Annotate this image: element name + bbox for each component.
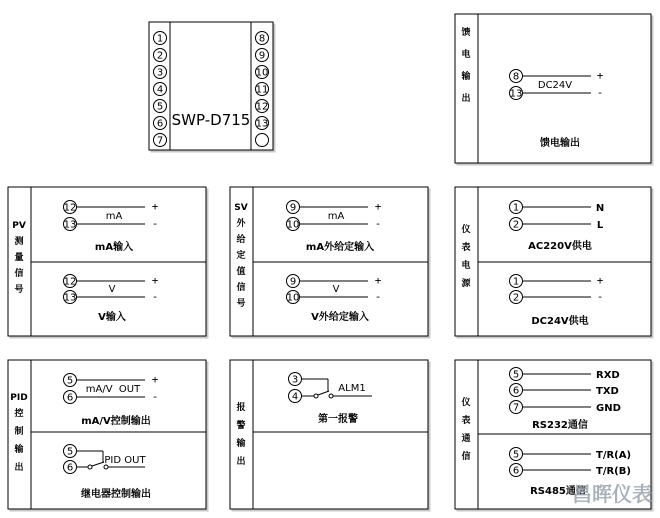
terminal <box>289 373 302 386</box>
feed-signal: DC24V <box>537 80 573 91</box>
svg-text:2: 2 <box>512 292 520 304</box>
pin <box>256 66 269 79</box>
svg-text:8: 8 <box>512 71 520 83</box>
terminal <box>64 201 77 214</box>
feed-output-panel <box>455 14 651 163</box>
svg-text:T/R(A): T/R(A) <box>596 450 632 461</box>
svg-text:L: L <box>596 220 604 231</box>
terminal <box>510 448 523 461</box>
pv-v-caption: V输入 <box>98 312 126 323</box>
terminal <box>64 391 77 404</box>
terminal <box>510 218 523 231</box>
svg-text:13: 13 <box>63 292 77 304</box>
svg-text:1: 1 <box>156 33 164 45</box>
svg-text:6: 6 <box>66 462 74 474</box>
svg-text:13: 13 <box>509 88 523 100</box>
feed-caption: 馈电输出 <box>540 138 580 149</box>
terminal <box>64 461 77 474</box>
svg-text:+: + <box>151 200 159 213</box>
svg-text:5: 5 <box>66 446 74 458</box>
svg-text:T/R(B): T/R(B) <box>596 466 631 477</box>
svg-text:6: 6 <box>512 385 520 397</box>
terminal <box>510 87 523 100</box>
watermark: 昌晖仪表 <box>572 482 652 506</box>
svg-text:3: 3 <box>291 374 299 386</box>
svg-text:10: 10 <box>286 292 300 304</box>
terminal <box>287 201 300 214</box>
pid-relay-signal: PID OUT <box>104 455 146 466</box>
pid-analog-caption: mA/V控制输出 <box>81 416 151 427</box>
svg-text:13: 13 <box>63 219 77 231</box>
terminal <box>510 291 523 304</box>
svg-text:+: + <box>374 200 382 213</box>
pin <box>154 49 167 62</box>
rs232-caption: RS232通信 <box>532 420 588 431</box>
minus-sign: - <box>596 86 604 99</box>
terminal <box>64 275 77 288</box>
svg-text:7: 7 <box>512 402 520 414</box>
svg-text:-: - <box>151 390 159 403</box>
alarm-signal: ALM1 <box>338 383 366 394</box>
svg-text:4: 4 <box>291 391 299 403</box>
svg-text:6: 6 <box>156 118 164 130</box>
svg-text:11: 11 <box>255 84 269 96</box>
device-model: SWP-D715 <box>171 111 251 129</box>
svg-text:-: - <box>596 290 604 303</box>
pin <box>256 117 269 130</box>
terminal <box>287 291 300 304</box>
svg-text:12: 12 <box>63 202 77 214</box>
pid-relay-caption: 继电器控制输出 <box>81 489 151 500</box>
comm-side-label: 仪表通信 <box>461 398 471 462</box>
terminal <box>64 445 77 458</box>
svg-text:6: 6 <box>66 392 74 404</box>
dc-caption: DC24V供电 <box>531 316 589 327</box>
pin <box>154 66 167 79</box>
svg-text:-: - <box>151 290 159 303</box>
pin <box>256 49 269 62</box>
terminal <box>510 70 523 83</box>
svg-text:8: 8 <box>258 33 266 45</box>
terminal <box>510 464 523 477</box>
svg-text:9: 9 <box>289 202 297 214</box>
pv-ma-caption: mA输入 <box>94 242 134 253</box>
svg-text:5: 5 <box>512 369 520 381</box>
sv-side-label: SV 外给定值信号 <box>234 203 248 309</box>
pin <box>256 100 269 113</box>
power-side-label: 仪表电源 <box>461 225 471 289</box>
svg-text:2: 2 <box>512 219 520 231</box>
pin <box>256 32 269 45</box>
feed-side-label: 馈电输出 <box>461 28 471 104</box>
pin <box>154 83 167 96</box>
svg-text:3: 3 <box>156 67 164 79</box>
terminal <box>510 384 523 397</box>
terminal <box>510 368 523 381</box>
alarm-panel <box>230 360 428 509</box>
svg-text:6: 6 <box>512 465 520 477</box>
terminal <box>64 218 77 231</box>
terminal <box>510 401 523 414</box>
terminal <box>64 291 77 304</box>
svg-text:-: - <box>151 217 159 230</box>
svg-text:+: + <box>151 274 159 287</box>
terminal <box>289 390 302 403</box>
terminal <box>510 275 523 288</box>
svg-text:N: N <box>595 203 605 214</box>
svg-text:1: 1 <box>512 276 520 288</box>
terminal <box>64 374 77 387</box>
pin <box>154 32 167 45</box>
terminal <box>510 201 523 214</box>
svg-text:5: 5 <box>66 375 74 387</box>
svg-text:9: 9 <box>289 276 297 288</box>
power-panel <box>455 187 651 336</box>
pv-ma-signal: mA <box>105 211 123 222</box>
alarm-side-label: 报警输出 <box>236 403 246 467</box>
rs485-caption: RS485通信 <box>530 486 586 497</box>
svg-text:5: 5 <box>512 449 520 461</box>
plus-sign: + <box>596 69 604 82</box>
svg-text:7: 7 <box>156 135 164 147</box>
pv-input-panel <box>8 187 206 336</box>
sv-ma-signal: mA <box>327 211 345 222</box>
svg-text:5: 5 <box>156 101 164 113</box>
sv-v-signal: V <box>332 284 340 295</box>
svg-text:10: 10 <box>255 67 269 79</box>
terminal <box>287 275 300 288</box>
svg-text:2: 2 <box>156 50 164 62</box>
terminal <box>287 218 300 231</box>
pin <box>154 100 167 113</box>
pin <box>154 117 167 130</box>
svg-text:+: + <box>596 274 604 287</box>
svg-text:GND: GND <box>596 403 621 414</box>
pid-output-panel <box>8 360 206 509</box>
pv-side-label: PV 测量信号 <box>12 221 26 295</box>
ac-caption: AC220V供电 <box>528 241 592 252</box>
sv-input-panel <box>230 187 428 336</box>
svg-text:12: 12 <box>63 276 77 288</box>
svg-text:1: 1 <box>512 202 520 214</box>
svg-text:-: - <box>374 290 382 303</box>
svg-text:+: + <box>151 373 159 386</box>
sv-ma-caption: mA外给定输入 <box>305 242 375 253</box>
svg-text:-: - <box>374 217 382 230</box>
blank-pin <box>256 134 269 147</box>
pin <box>154 134 167 147</box>
pin <box>256 83 269 96</box>
svg-text:4: 4 <box>156 84 164 96</box>
svg-text:10: 10 <box>286 219 300 231</box>
device-terminal-block <box>149 22 273 150</box>
pid-side-label: PID 控制输出 <box>10 393 28 473</box>
svg-text:+: + <box>374 274 382 287</box>
alarm-caption: 第一报警 <box>318 414 358 425</box>
svg-text:9: 9 <box>258 50 266 62</box>
pid-analog-signal: mA/V OUT <box>85 384 141 395</box>
svg-text:TXD: TXD <box>596 386 619 397</box>
svg-text:RXD: RXD <box>596 370 620 381</box>
svg-text:12: 12 <box>255 101 269 113</box>
svg-text:13: 13 <box>255 118 269 130</box>
sv-v-caption: V外给定输入 <box>311 312 369 323</box>
pv-v-signal: V <box>108 284 116 295</box>
